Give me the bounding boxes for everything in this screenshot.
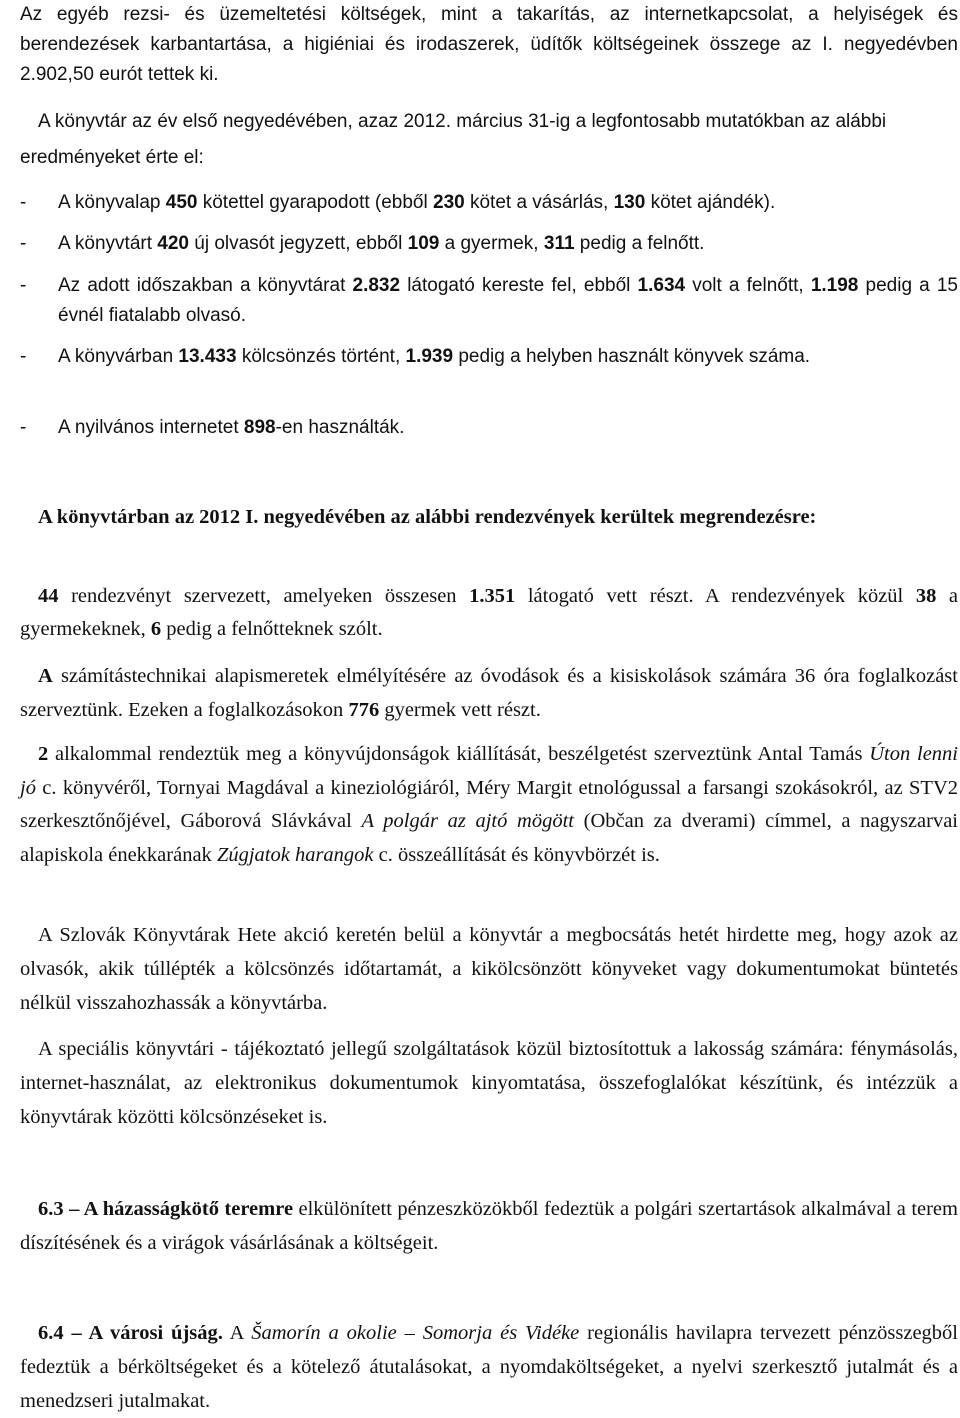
list-item: - A könyvtárt 420 új olvasót jegyzett, ebből 109 a gyermek, 311 pedig a felnőtt. xyxy=(20,229,958,259)
intro-paragraph: A könyvtár az év első negyedévében, azaz 2012. március 31-ig a legfontosabb mutatókban az alábbi eredményeket érte el: xyxy=(20,111,887,168)
list-item: - A könyvalap 450 kötettel gyarapodott (ebből 230 kötet a vásárlás, 130 kötet ajándék). xyxy=(20,188,958,218)
list-dash: - xyxy=(20,275,27,296)
section-6-3: 6.3 – A házasságkötő teremre elkülönített pénzeszközökből fedeztük a polgári szertartások alkalmával a terem díszítésének és a virágok vásárlásának a költségeit. xyxy=(20,1198,958,1254)
section-6-4: 6.4 – A városi újság. A Šamorín a okolie – Somorja és Vidéke regionális havilapra tervezett pénzösszegből fedeztük a bérköltségeket és a kötelező átutalásokat, a nyomdaköltségeket, a nyelvi szerkesztő jutalmát és a menedzseri jutalmakat. xyxy=(20,1322,958,1412)
list-dash: - xyxy=(20,346,27,367)
list-item: - A könyvárban 13.433 kölcsönzés történt, 1.939 pedig a helyben használt könyvek száma. xyxy=(20,342,958,372)
section-6-4-heading: 6.4 – A városi újság. xyxy=(38,1322,223,1344)
list-dash: - xyxy=(20,192,27,213)
events-paragraph-4: A Szlovák Könyvtárak Hete akció keretén belül a könyvtár a megbocsátás hetét hirdette meg, hogy azok az olvasók, akik túllépték a kölcsönzés időtartamát, a kikölcsönzött könyveket vagy dokumentumokat büntetés nélkül visszahozhassák a könyvtárba. xyxy=(20,924,958,1014)
list-item: - Az adott időszakban a könyvtárat 2.832 látogató kereste fel, ebből 1.634 volt a felnőtt, 1.198 pedig a 15 évnél fiatalabb olvasó. xyxy=(20,271,958,331)
events-heading: A könyvtárban az 2012 I. negyedévében az alábbi rendezvények kerültek megrendezésre: xyxy=(38,506,817,528)
events-paragraph-3: 2 alkalommal rendeztük meg a könyvújdonságok kiállítását, beszélgetést szerveztünk Antal Tamás Úton lenni jó c. könyvéről, Tornyai Magdával a kineziológiáról, Méry Margit etnológussal a farsangi szokásokról, az STV2 szerkesztőnőjével, Gáborová Slávkával A polgár az ajtó mögött (Občan za dverami) címmel, a nagyszarvai alapiskola énekkarának Zúgjatok harangok c. összeállítását és könyvbörzét is. xyxy=(20,743,958,866)
list-dash: - xyxy=(20,417,27,438)
list-item: - A nyilvános internetet 898-en használták. xyxy=(20,413,958,443)
costs-paragraph: Az egyéb rezsi- és üzemeltetési költségek, mint a takarítás, az internetkapcsolat, a helyiségek és berendezések karbantartása, a higiéniai és irodaszerek, üdítők költségeinek összege az I. negyedévben 2.902,50 eurót tettek ki. xyxy=(20,4,958,85)
events-paragraph-2: A számítástechnikai alapismeretek elmélyítésére az óvodások és a kisiskolások számára 36 óra foglalkozást szerveztünk. Ezeken a foglalkozásokon 776 gyermek vett részt. xyxy=(20,665,958,721)
events-paragraph-1: 44 rendezvényt szervezett, amelyeken összesen 1.351 látogató vett részt. A rendezvények közül 38 a gyermekeknek, 6 pedig a felnőtteknek szólt. xyxy=(20,585,958,640)
newspaper-title: Šamorín a okolie – Somorja és Vidéke xyxy=(251,1322,580,1344)
events-paragraph-5: A speciális könyvtári - tájékoztató jellegű szolgáltatások közül biztosítottuk a lakosság számára: fénymásolás, internet-használat, az elektronikus dokumentumok kinyomtatása, összefoglalókat készítünk, és intézzük a könyvtárak közötti kölcsönzéseket is. xyxy=(20,1038,958,1128)
section-6-3-heading: 6.3 – A házasságkötő teremre xyxy=(38,1198,294,1220)
list-dash: - xyxy=(20,233,27,254)
